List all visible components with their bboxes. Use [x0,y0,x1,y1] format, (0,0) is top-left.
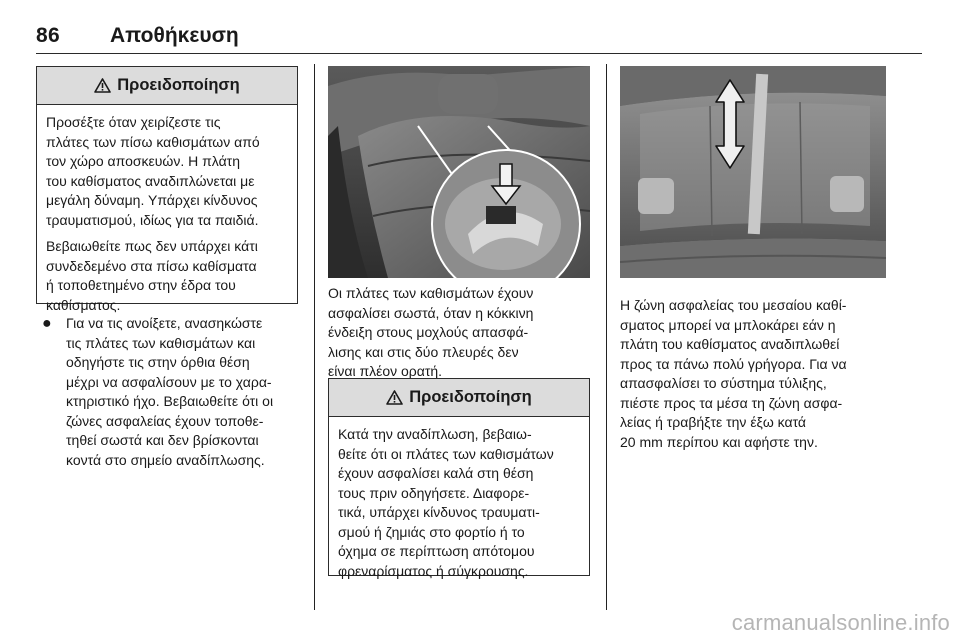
watermark: carmanualsonline.info [731,610,950,635]
warning-header [329,379,589,417]
page-number: 86 [36,24,60,47]
column-divider-right [606,64,607,610]
figure-caption-middle: Οι πλάτες των καθισμάτων έχουν ασφαλίσει σωστά, όταν η κόκκινη ένδειξη στους μοχλούς απασφά- λισης και στις δύο πλευρές δεν είναι πλέον ορατή. [328,285,534,379]
warning-triangle-icon [94,78,111,93]
warning-triangle-icon [386,390,403,405]
figure-caption-right: Η ζώνη ασφαλείας του μεσαίου καθί- σματος μπορεί να μπλοκάρει εάν η πλάτη του καθίσματος αναδιπλωθεί προς τα πάνω πολύ γρήγορα. Για να απασφαλίσει το σύστημα τύλιξης, πιέστε προς τα μέσα τη ζώνη ασφα- λείας ή τραβήξτε την έξω κατά 20 mm περίπου και αφήστε την. [620,297,847,450]
column-divider-left [314,64,315,610]
page-title: Αποθήκευση [110,24,239,47]
warning-title: Προειδοποίηση [409,388,532,406]
warning-paragraph: Βεβαιωθείτε πως δεν υπάρχει κάτι συνδεδεμένο στα πίσω καθίσματα ή τοποθετημένο στην έδρα του καθίσματος. [46,238,258,313]
page-header [36,24,922,54]
warning-paragraph: Κατά την αναδίπλωση, βεβαιω- θείτε ότι οι πλάτες των καθισμάτων έχουν ασφαλίσει καλά στη θέση τους πριν οδηγήσετε. Διαφορε- τικά, υπάρχει κίνδυνος τραυματι- σμού ή ζημιάς στο φορτίο ή το όχημα σε περίπτωση απότομου φρεναρίσματος ή σύγκρουσης. [338,426,554,579]
warning-body [37,105,297,315]
warning-paragraph: Προσέξτε όταν χειρίζεστε τις πλάτες των πίσω καθισμάτων από τον χώρο αποσκευών. Η πλάτη του καθίσματος αναδιπλώνεται με μεγάλη δύναμη. Υπάρχει κίνδυνος τραυματισμού, ιδίως για τα παιδιά. [46,114,260,228]
warning-title: Προειδοποίηση [117,76,240,94]
bullet-marker: ● [42,315,52,332]
warning-header [37,67,297,105]
warning-box-middle [328,378,590,579]
warning-box-left [36,66,298,313]
seat-lock-illustration [328,66,590,278]
bullet-text: Για να τις ανοίξετε, ανασηκώστε τις πλάτες των καθισμάτων και οδηγήστε τις στην όρθια θέση μέχρι να ασφαλίσουν με το χαρα- κτηριστικό ήχο. Βεβαιωθείτε ότι οι ζώνες ασφαλείας έχουν τοποθε- τηθεί σωστά και δεν βρίσκονται κοντά στο σημείο αναδίπλωσης. [66,315,274,468]
warning-body [329,417,589,581]
rear-seat-belt-illustration [620,66,886,278]
